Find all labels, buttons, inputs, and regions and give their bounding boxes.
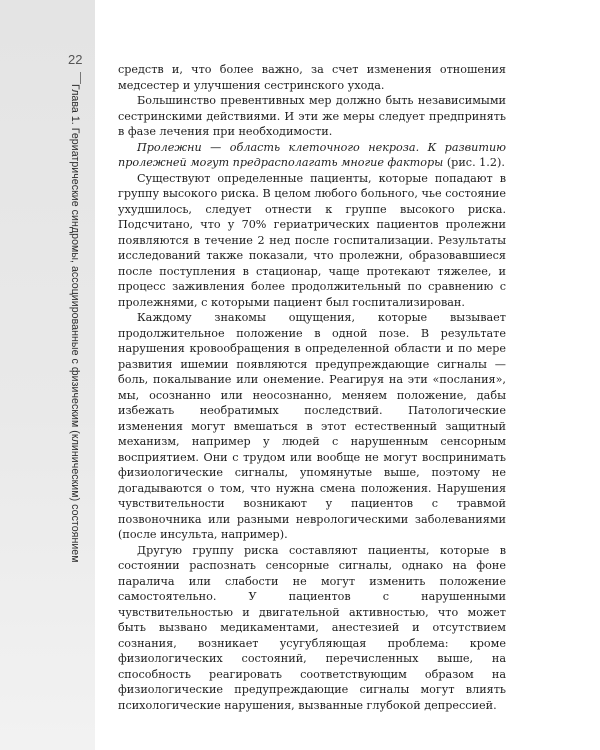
paragraph: Другую группу риска составляют пациенты, которые в состоянии распознать сенсорные сигналы, однако на фоне паралича или слабости не могут изменить положение самостоятельно. У пациентов с нарушенными чувствительностью и двигательной активностью, что может быть вызвано медикаментами, анестезией и отсутствием сознания, возникает усугубляющая проблема: кроме физиологических состояний, перечисленных выше, на способность реагировать соответствующим образом на физиологические предупреждающие сигналы могут влиять психологические нарушения, вызванные глубокой депрессией. [118, 543, 506, 712]
paragraph: Существуют определенные пациенты, которые попадают в группу высокого риска. В целом любого больного, чье состояние ухудшилось, следует отнести к группе высокого риска. Подсчитано, что у 70% гериатрических пациентов пролежни появляются в течение 2 нед после госпитализации. Результаты исследований также показали, что пролежни, образовавшиеся после поступления в стационар, чаще протекают тяжелее, и процесс заживления более продолжительный по сравнению с пролежнями, с которыми пациент был госпитализирован. [118, 171, 506, 309]
paragraph: средств и, что более важно, за счет изменения отношения медсестер и улучшения сестринского ухода. [118, 63, 506, 92]
margin-sidebar [0, 0, 95, 750]
paragraph [118, 140, 506, 171]
page-number: 22 [68, 52, 83, 67]
header-divider [80, 72, 81, 84]
paragraph: Каждому знакомы ощущения, которые вызывает продолжительное положение в одной позе. В результате нарушения кровообращения в определенной области и по мере развития ишемии появляются предупреждающие сигналы — боль, покалывание или онемение. Реагируя на эти «послания», мы, осознанно или неосознанно, меняем положение, дабы избежать необратимых последствий. Патологические изменения могут вмешаться в этот естественный защитный механизм, например у людей с нарушенным сенсорным восприятием. Они с трудом или вообще не могут воспринимать физиологические сигналы, упомянутые выше, поэтому не догадываются о том, что нужна смена положения. Нарушения чувствительности возникают у пациентов с травмой позвоночника или разными неврологическими заболеваниями (после инсульта, например). [118, 311, 506, 541]
figure-reference: (рис. 1.2). [443, 156, 505, 169]
running-head: Глава 1. Гериатрические синдромы, ассоциированные с физическим (клиническим) состоянием [69, 84, 81, 563]
paragraph: Большинство превентивных мер должно быть независимыми сестринскими действиями. И эти же меры следует предпринять в фазе лечения при необходимости. [118, 94, 506, 138]
italic-definition: Пролежни — область клеточного некроза. К развитию пролежней могут предрасполагать многие факторы [118, 140, 506, 169]
page-body [118, 62, 506, 713]
